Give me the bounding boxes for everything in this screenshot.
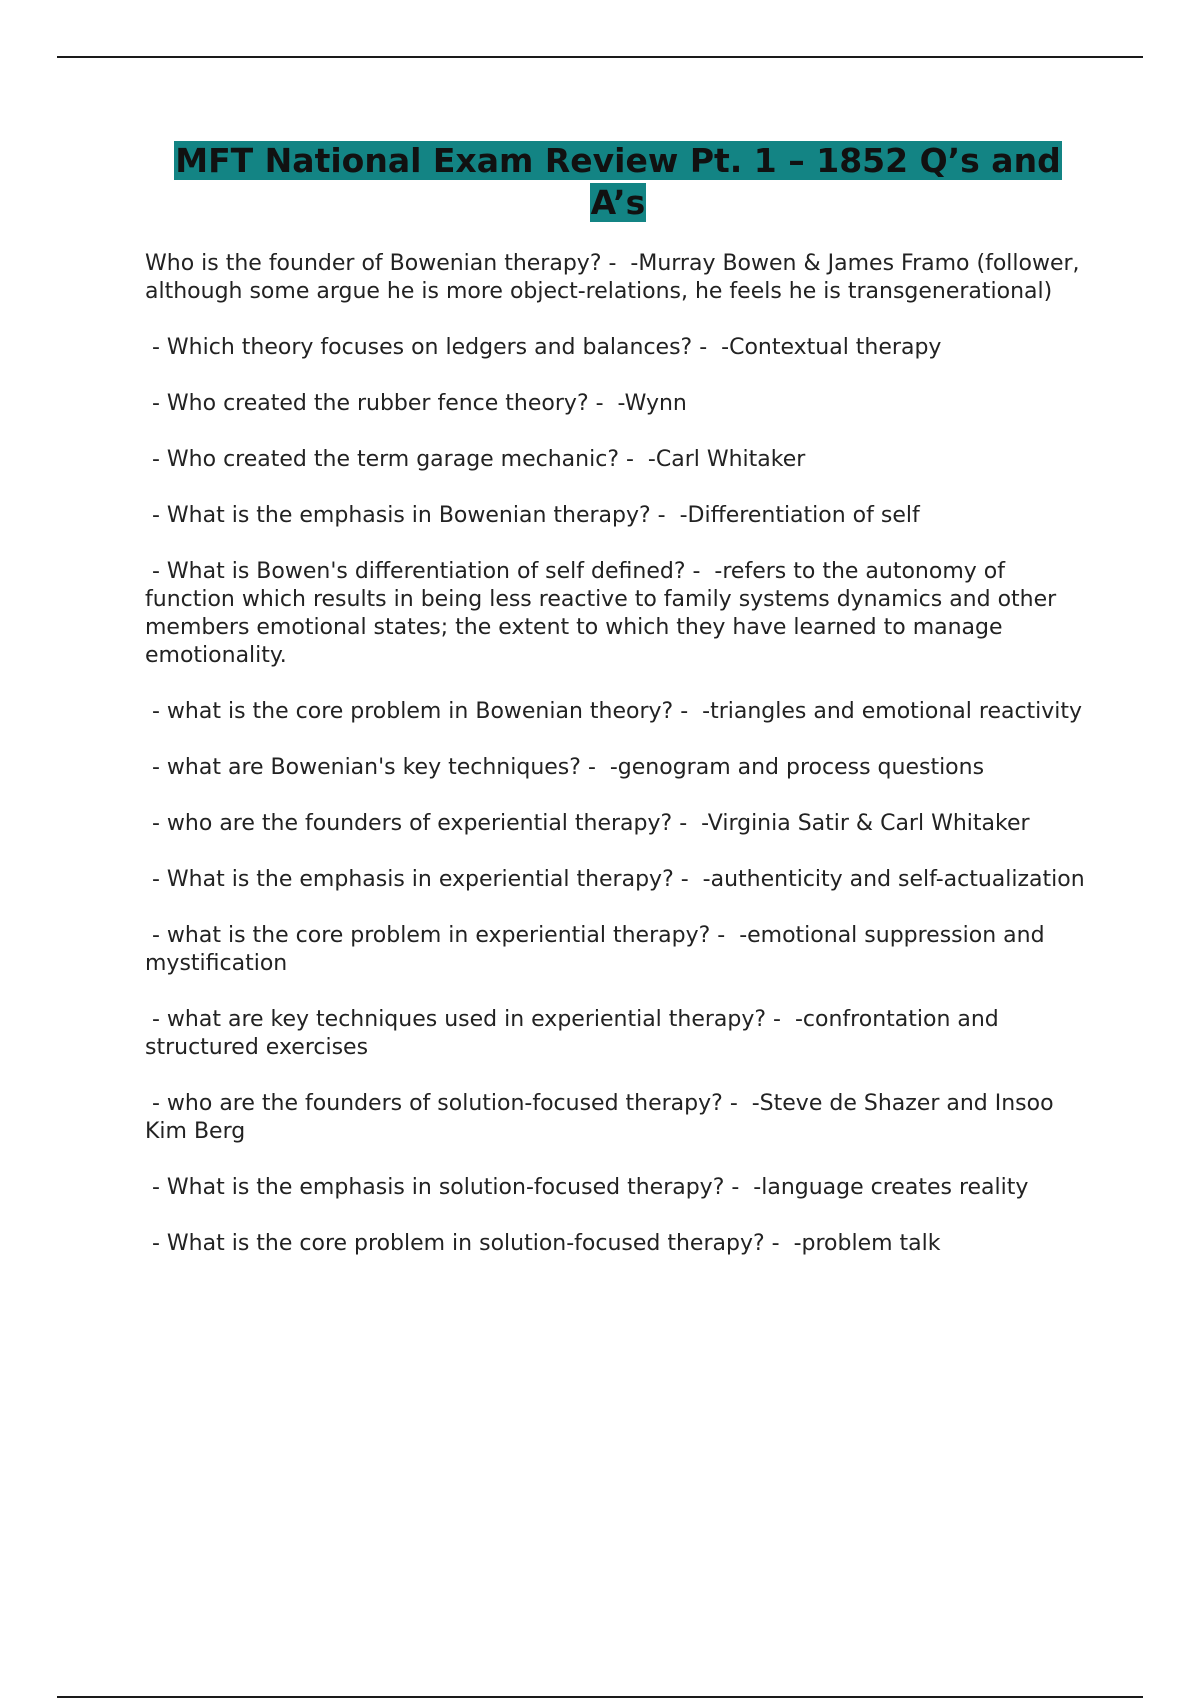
qa-list [145,250,1091,1258]
qa-item-8: - what are Bowenian's key techniques? - -genogram and process questions [145,755,985,780]
qa-item-12: - what are key techniques used in experiential therapy? - -confrontation and structured exercises [145,1007,1006,1060]
qa-item-15: - What is the core problem in solution-focused therapy? - -problem talk [145,1231,941,1256]
qa-item-14: - What is the emphasis in solution-focused therapy? - -language creates reality [145,1175,1029,1200]
qa-item-4: - Who created the term garage mechanic? - -Carl Whitaker [145,447,806,472]
qa-item-5: - What is the emphasis in Bowenian therapy? - -Differentiation of self [145,503,920,528]
qa-item-9: - who are the founders of experiential therapy? - -Virginia Satir & Carl Whitaker [145,811,1030,836]
qa-item-10: - What is the emphasis in experiential therapy? - -authenticity and self-actualization [145,867,1085,892]
qa-item-13: - who are the founders of solution-focused therapy? - -Steve de Shazer and Insoo Kim Berg [145,1091,1061,1144]
header-rule [57,56,1143,58]
document-title-text: MFT National Exam Review Pt. 1 – 1852 Q’s and A’s [175,141,1061,222]
document-title [145,140,1091,224]
qa-item-7: - what is the core problem in Bowenian theory? - -triangles and emotional reactivity [145,699,1083,724]
page-content [145,140,1091,1286]
qa-item-6: - What is Bowen's differentiation of self defined? - -refers to the autonomy of function which results in being less reactive to family systems dynamics and other members emotional states; the extent to which they have learned to manage emotionality. [145,559,1064,668]
qa-item-1: Who is the founder of Bowenian therapy? - -Murray Bowen & James Framo (follower, although some argue he is more object-relations, he feels he is transgenerational) [145,251,1087,304]
footer-rule [57,1696,1143,1698]
qa-item-2: - Which theory focuses on ledgers and balances? - -Contextual therapy [145,335,942,360]
qa-item-3: - Who created the rubber fence theory? - -Wynn [145,391,687,416]
qa-item-11: - what is the core problem in experiential therapy? - -emotional suppression and mystification [145,923,1052,976]
